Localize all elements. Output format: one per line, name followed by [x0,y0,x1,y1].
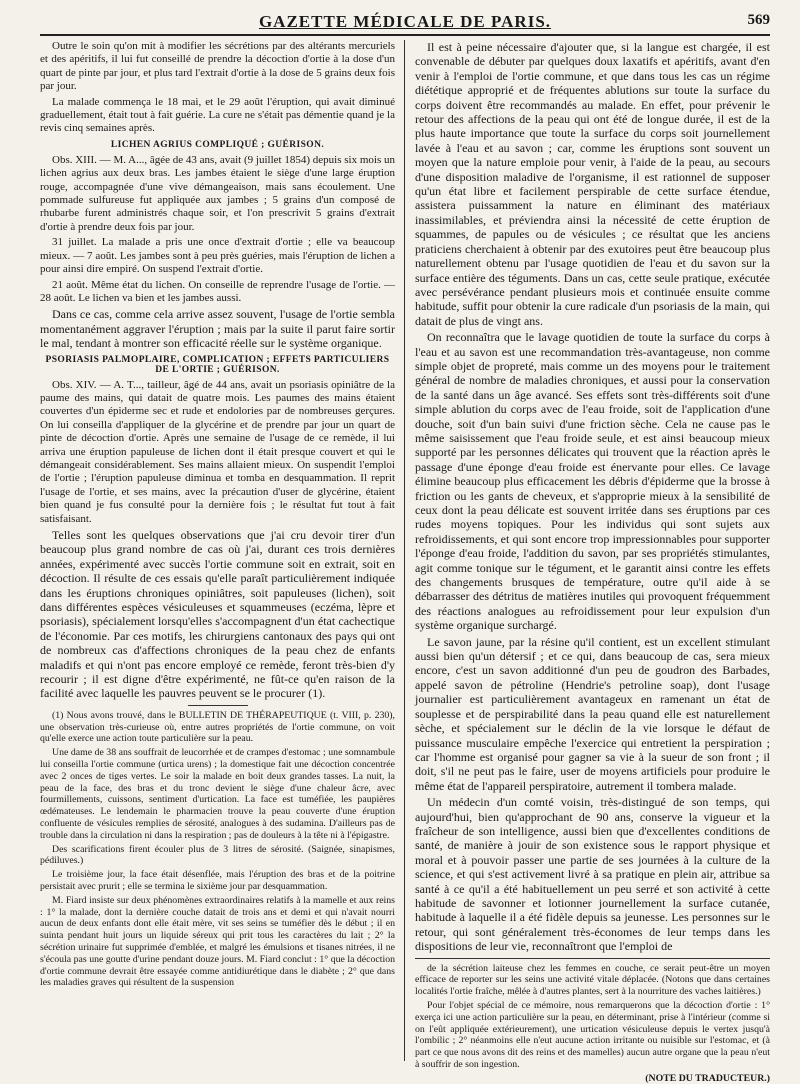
right-paragraph-3: Le savon jaune, par la résine qu'il contient, est un excellent stimulant aussi bien qu'un détersif ; et ce qui, dans beaucoup de cas, sera mieux encore, c'est un savon additionné d'un peu de goudron des Barbades, appelé savon de pétroline (Hendrie's petroline soap), dont l'usage journalier est particulièrement avantageux en ramenant un état de souplesse et de perspirabilité dans la peau quand elle est naturellement sèche, et spécialement sur le déclin de la vie lorsque le défaut de puissance musculaire empêche l'exercice qui entretient la perspiration ; car l'homme est organisé pour gagner sa vie à la sueur de son front ; il doit, s'il ne peut pas le faire, user de moyens artificiels pour produire le même état de l'appareil perspiratoire, autrement il tombera malade. [415,634,770,793]
right-paragraph-1: Il est à peine nécessaire d'ajouter que, si la langue est chargée, il est convenable de débuter par quelques doux laxatifs et apéritifs, avant d'en venir à l'emploi de l'ortie commune, et que dans tous les cas un régime diététique approprié et de fréquentes ablutions sur toute la surface du corps doivent être recommandés au malade. En effet, pour prévenir le retour des affections de la peau qui ont été de longue durée, il est de la plus haute importance que toute la surface du corps soit journellement lavée à l'eau et au savon ; car, comme les éruptions sont souvent un moyen que la nature emploie pour venir, à l'aide de la peau, au secours d'une disposition maladive de l'organisme, il est rationnel de supposer qu'un état libre et facilement perspirable de cette surface étendue, assistera puissamment la nature en éliminant des matériaux inassimilables, et préviendra ainsi la nécessité de cette éruption de squammes, de papules ou de vésicules ; ce résultat que les anciens praticiens cherchaient à obtenir par des exutoires peut être beaucoup plus naturellement obtenu par l'usage quotidien de l'eau et du savon sur la surface entière des téguments. Dans un cas, cette seule pratique, exécutée avec persévérance pendant plusieurs mois et continuée ensuite comme habitude, suffit pour obtenir la cure radicale d'un psoriasis de la main, qui datait de plus de vingt ans. [415,40,770,328]
right-paragraph-2: On reconnaîtra que le lavage quotidien de toute la surface du corps à l'eau et au savon est une recommandation très-avantageuse, non comme simple objet de propreté, mais comme un des moyens pour le traitement général de nombre de maladies chroniques, et aussi pour la conservation de la santé dans un âge avancé. Ses effets sont très-différents soit d'une simple ablution du corps avec de l'eau froide, soit de l'application d'une douche, soit d'un bain suivi d'une friction sèche. Cela ne cause pas le même saisissement que l'eau froide seule, et est ainsi beaucoup mieux supporté par les personnes délicates qui trouvent que la réaction après le passage d'une éponge d'eau froide est énervante pour elles. Ce lavage élimine beaucoup plus efficacement les débris d'épiderme que la brosse à friction ou les gants de cheveux, et s'approprie mieux à la sensibilité de ceux dont la peau délicate est souvent irritée dans ses éruptions par ces rudes moyens topiques. Pour les individus qui sont sujets aux refroidissements, et qui sont encore trop impressionnables pour supporter l'éponge d'eau froide, l'addition du savon, par ses propriétés stimulantes, agit comme tonique sur le tégument, et le garantit ainsi contre les effets des changements brusques de température, outre qu'il aide à se débarrasser des détritus de matières inutiles qui provoquent fréquemment des réactions analogues au refroidissement pour leur expulsion d'un système organique surchargé. [415,330,770,633]
footnote-paragraph-3: Des scarifications firent écouler plus de 3 litres de sérosité. (Saignée, sinapismes, pédiluves.) [40,843,395,867]
footnote-rule [188,705,248,706]
footnote-paragraph-5: M. Fiard insiste sur deux phénomènes extraordinaires relatifs à la mamelle et aux reins : 1° la malade, dont la dernière couche datait de trois ans et demi et qui n'avait nourri aucun de deux enfants dont elle était mère, vit ses seins se tuméfier dès le début ; il en suinta pendant huit jours un liquide séreux qui prit tous les caractères du lait ; 2° la sécrétion urinaire fut supprimée d'emblée, et malgré les émulsions et tisanes nitrées, il ne s'écoula pas une goutte d'urine pendant douze jours. M. Fiard conclut : 1° que la décoction d'ortie commune devrait être essayée comme antidiurétique dans le diabète ; 2° que dans les maladies graves qui résultent de la suspension [40,894,395,989]
journal-title: GAZETTE MÉDICALE DE PARIS. [258,12,552,31]
column-divider [404,40,405,1061]
conclusion-paragraph: Telles sont les quelques observations que j'ai cru devoir tirer d'un beaucoup plus grand nombre de cas où j'ai, durant ces trois dernières années, expérimenté avec succès l'ortie commune soit en extrait, soit en décoction. Il résulte de ces essais qu'elle paraît particulièrement indiquée dans les éruptions chroniques opiniâtres, soit papuleuses (lichen), soit dans différentes espèces vésiculeuses et squammeuses (eczéma, lèpre et psoriasis), spécialement lorsqu'elles s'accompagnent d'un état cachectique de l'économie. Par ces motifs, les chirurgiens cantonaux des pays qui ont de nombreux cas d'affections chroniques de la peau chez de enfants maladifs et qui n'ont pas encore employé ce remède, feront très-bien d'y recourir ; il est digne d'être expérimenté, ne fût-ce qu'en raison de la facilité avec laquelle les pauvres peuvent se le procurer (1). [40,528,395,701]
right-column [415,40,770,1084]
left-column [40,40,395,1061]
obs13-paragraph-2: 31 juillet. La malade a pris une once d'extrait d'ortie ; elle va beaucoup mieux. — 7 août. Les jambes sont à peu près guéries, mais l'éruption de lichen a pour ainsi dire empiré. On suspend l'extrait d'ortie. [40,236,395,276]
footnote-paragraph-4: Le troisième jour, la face était désenflée, mais l'éruption des bras et de la poitrine persistait avec prurit ; elle se termina le sixième jour par desquammation. [40,869,395,893]
section-heading-psoriasis: PSORIASIS PALMOPLAIRE, COMPLICATION ; EFFETS PARTICULIERS DE L'ORTIE ; GUÉRISON. [45,354,390,375]
intro-paragraph-1: Outre le soin qu'on mit à modifier les sécrétions par des altérants mercuriels et des apéritifs, il lui fut conseillé de prendre la décoction d'ortie à la dose d'un quart de pinte par jour, et plus tard l'extrait d'ortie à la dose de 5 grains deux fois par jour. [40,40,395,93]
page-header [40,6,770,36]
journal-page [40,6,770,1084]
footnote-paragraph-1: (1) Nous avons trouvé, dans le BULLETIN DE THÉRAPEUTIQUE (t. VIII, p. 230), une observation très-curieuse où, entre autres propriétés de l'ortie commune, on voit qu'elle exerce une action toute particulière sur la peau. [40,709,395,745]
page-number: 569 [747,12,770,28]
obs13-paragraph-4: Dans ce cas, comme cela arrive assez souvent, l'usage de l'ortie sembla momentanément aggraver l'éruption ; mais par la suite il parut faire sortir le mal, tendant à montrer son efficacité réelle sur le système organique. [40,307,395,351]
obs14-paragraph-1: Obs. XIV. — A. T..., tailleur, âgé de 44 ans, avait un psoriasis opiniâtre de la paume des mains, qui datait de quatre mois. Les paumes des mains étaient couvertes d'un épiderme sec et rude et endolories par de nombreuses gerçures. On lui conseilla d'appliquer de la glycérine et de prendre par jour un quart de pinte de décoction d'ortie. Après une semaine de l'usage de ce remède, il lui arriva une éruption papuleuse de lichen dont il était presque couvert et qui le démangeait considérablement. Ses mains allaient mieux. On suspendit l'emploi de l'ortie ; l'éruption papuleuse diminua et tomba en desquammation. Il reprit l'usage de l'ortie, et ses mains, avec la précaution d'user de glycérine, étaient bien quand je fus consulté pour la dernière fois ; le résultat fut tout à fait satisfaisant. [40,378,395,525]
obs13-paragraph-1: Obs. XIII. — M. A..., âgée de 43 ans, avait (9 juillet 1854) depuis six mois un lichen agrius aux deux bras. Les jambes étaient le siège d'une large éruption rouge, accompagnée d'une vive démangeaison, mais sans écoulement. Une pommade sulfureuse fut appliquée aux jambes ; 5 grains d'un composé de rhubarbe furent administrés chaque soir, et l'on prescrivit 5 grains d'extrait d'ortie à prendre deux fois par jour. [40,153,395,233]
translator-note: Pour l'objet spécial de ce mémoire, nous remarquerons que la décoction d'ortie : 1° exerça ici une action particulière sur la peau, en déterminant, prise à l'intérieur (comme si on l'eût appliquée extérieurement), une urtication vésiculeuse depuis le vertex jusqu'à l'ombilic ; 2° néanmoins elle n'eut aucune action irritante ou nuisible sur l'estomac, et (à part ce que nous avons dit des reins et des mamelles) aucun autre organe que la peau n'eut à souffrir de son ingestion. [415,999,770,1070]
section-heading-lichen: LICHEN AGRIUS COMPLIQUÉ ; GUÉRISON. [110,139,325,150]
two-column-body [40,40,770,1084]
footnote-rule-right [415,958,770,959]
translator-signoff: (NOTE DU TRADUCTEUR.) [645,1072,770,1084]
footnote-continued: de la sécrétion laiteuse chez les femmes en couche, ce serait peut-être un moyen efficace de reporter sur les seins une activité vitale déplacée. (Notons que dans certaines localités l'ortie fraîche, mêlée à d'autres plantes, sert à la nourriture des vaches laitières.) [415,962,770,998]
footnote-paragraph-2: Une dame de 38 ans souffrait de leucorrhée et de crampes d'estomac ; une somnambule lui conseilla l'ortie commune (urtica urens) ; la domestique fait une décoction concentrée avec 2 onces de tiges vertes. Le soir la malade en boit deux grandes tasses. La nuit, la peau de la face, des bras et du tronc devient le siège d'une chaleur âcre, avec fourmillements, cuissons, sentiment d'urtication. La face est tuméfiée, les paupières œdémateuses. Le lendemain le pharmacien trouve la peau couverte d'une éruption confluente de vésicules remplies de sérosité, analogues à des sudamina. D'ailleurs pas de trouble dans la circulation ni dans la respiration ; pas de douleurs à la tête ni à l'épigastre. [40,747,395,841]
obs13-paragraph-3: 21 août. Même état du lichen. On conseille de reprendre l'usage de l'ortie. — 28 août. Le lichen va bien et les jambes aussi. [40,278,395,304]
intro-paragraph-2: La malade commença le 18 mai, et le 29 août l'éruption, qui avait diminué graduellement, était tout à fait guérie. La cure ne s'était pas démentie quand je la revis cinq semaines après. [40,95,395,135]
right-paragraph-4: Un médecin d'un comté voisin, très-distingué de son temps, qui aujourd'hui, bien qu'approchant de 90 ans, conserve la vigueur et la fraîcheur de son intelligence, aussi bien que d'excellentes conditions de santé, de manière à jouir de son existence sous le rapport physique et moral et à pouvoir passer une partie de ses journées à la culture de la science, et qui s'est activement livré à sa pratique en plein air, attribue sa santé à ce qu'il a été habituellement un peu serré et son activité à cette habitude de savonner et lotionner journellement la surface cutanée, habitude à laquelle il a été fidèle depuis sa jeunesse. Les personnes sur le retour, qui sont généralement très-économes de leur temps dans les dispositions de leur vie, reconnaîtront que l'emploi de [415,795,770,954]
